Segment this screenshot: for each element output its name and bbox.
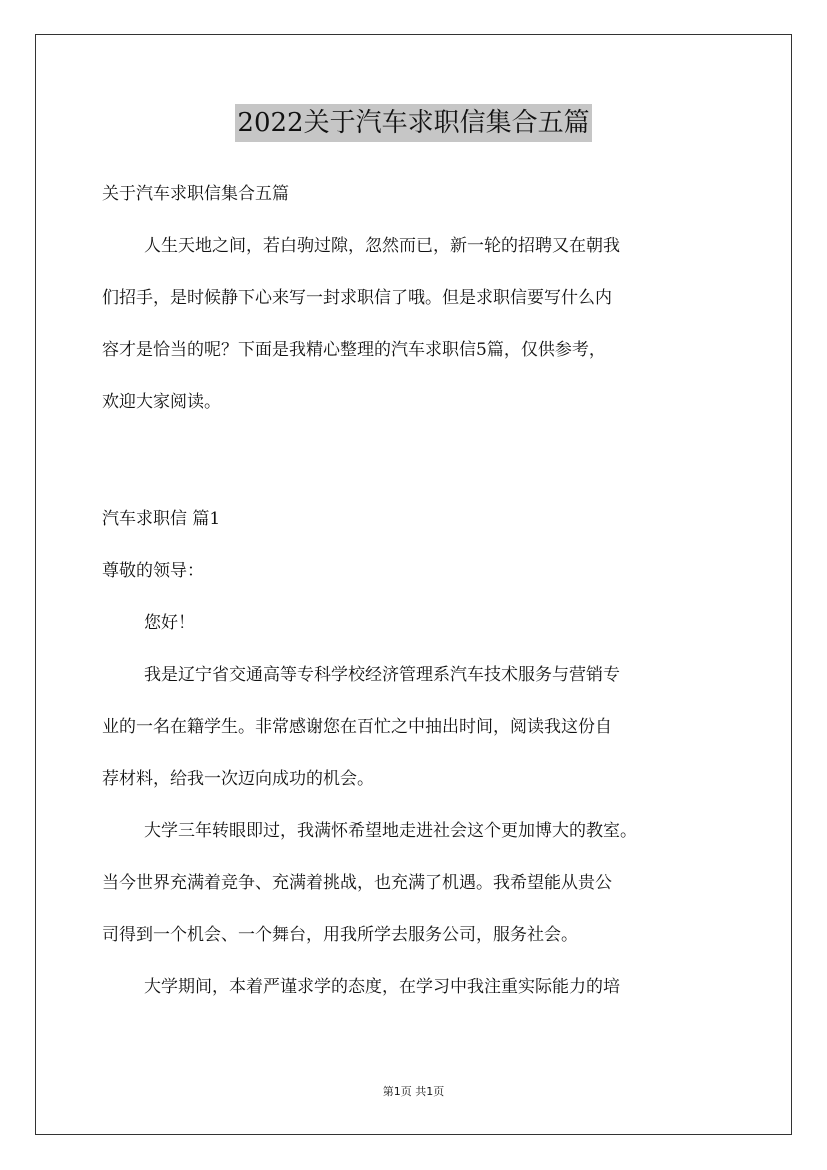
intro-line-2: 们招手，是时候静下心来写一封求职信了哦。但是求职信要写什么内 [102,288,612,308]
section-heading: 汽车求职信 篇1 [102,509,221,529]
para1-line-1: 我是辽宁省交通高等专科学校经济管理系汽车技术服务与营销专 [144,665,620,685]
greeting: 您好！ [144,613,195,633]
para3-line-1: 大学期间，本着严谨求学的态度，在学习中我注重实际能力的培 [144,977,620,997]
document-subtitle: 关于汽车求职信集合五篇 [102,184,289,204]
para2-line-2: 当今世界充满着竞争、充满着挑战，也充满了机遇。我希望能从贵公 [102,873,612,893]
salutation: 尊敬的领导： [102,561,204,581]
document-title: 2022关于汽车求职信集合五篇 [235,104,591,142]
para1-line-3: 荐材料，给我一次迈向成功的机会。 [102,769,374,789]
page-footer: 第1页 共1页 [382,1085,445,1098]
para2-line-3: 司得到一个机会、一个舞台，用我所学去服务公司，服务社会。 [102,925,578,945]
document-body [102,168,742,1013]
intro-line-1: 人生天地之间，若白驹过隙，忽然而已，新一轮的招聘又在朝我 [144,236,620,256]
intro-line-4: 欢迎大家阅读。 [102,392,221,412]
para2-line-1: 大学三年转眼即过，我满怀希望地走进社会这个更加博大的教室。 [144,821,637,841]
para1-line-2: 业的一名在籍学生。非常感谢您在百忙之中抽出时间，阅读我这份自 [102,717,612,737]
title-container [0,104,827,142]
intro-line-3: 容才是恰当的呢？下面是我精心整理的汽车求职信5篇，仅供参考， [102,340,606,360]
blank-line [102,428,742,480]
